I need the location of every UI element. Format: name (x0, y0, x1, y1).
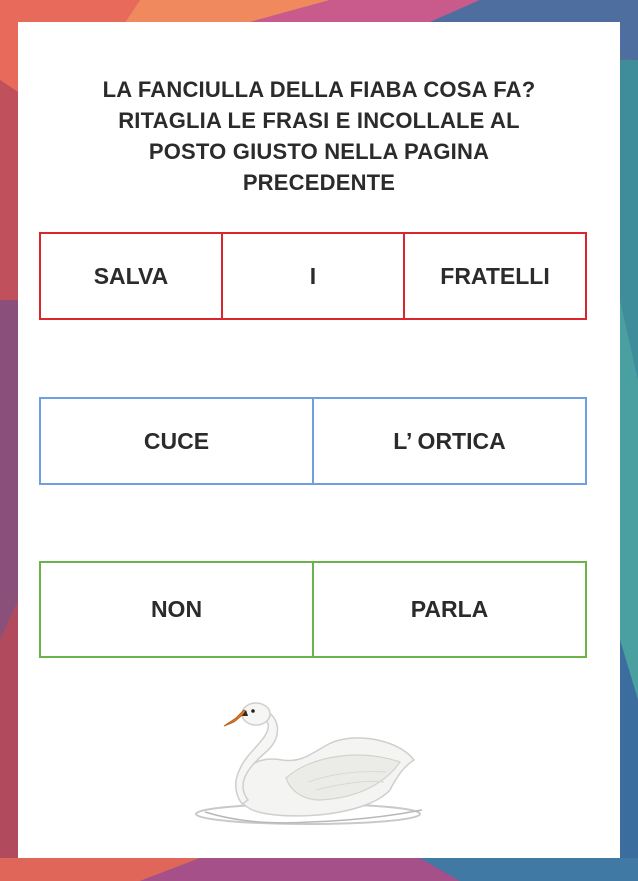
title-line: PRECEDENTE (242, 170, 396, 195)
word-card[interactable]: SALVA (93, 262, 169, 289)
title-line: POSTO GIUSTO NELLA PAGINA (148, 139, 490, 164)
word-card[interactable]: NON (150, 596, 203, 622)
word-card[interactable]: L’ ORTICA (312, 399, 585, 483)
sentence-row-red (39, 232, 587, 320)
title-line: RITAGLIA LE FRASI E INCOLLALE AL (118, 108, 520, 133)
word-card[interactable]: PARLA (312, 563, 585, 656)
sentence-row-blue (39, 397, 587, 485)
swan-illustration (190, 682, 440, 842)
word-card[interactable]: FRATELLI (403, 234, 585, 318)
page-title (58, 74, 580, 198)
word-card[interactable]: I (221, 234, 403, 318)
title-line: LA FANCIULLA DELLA FIABA COSA FA? (102, 77, 536, 102)
sentence-row-green (39, 561, 587, 658)
worksheet-page (18, 22, 620, 858)
word-card[interactable]: CUCE (143, 427, 210, 454)
